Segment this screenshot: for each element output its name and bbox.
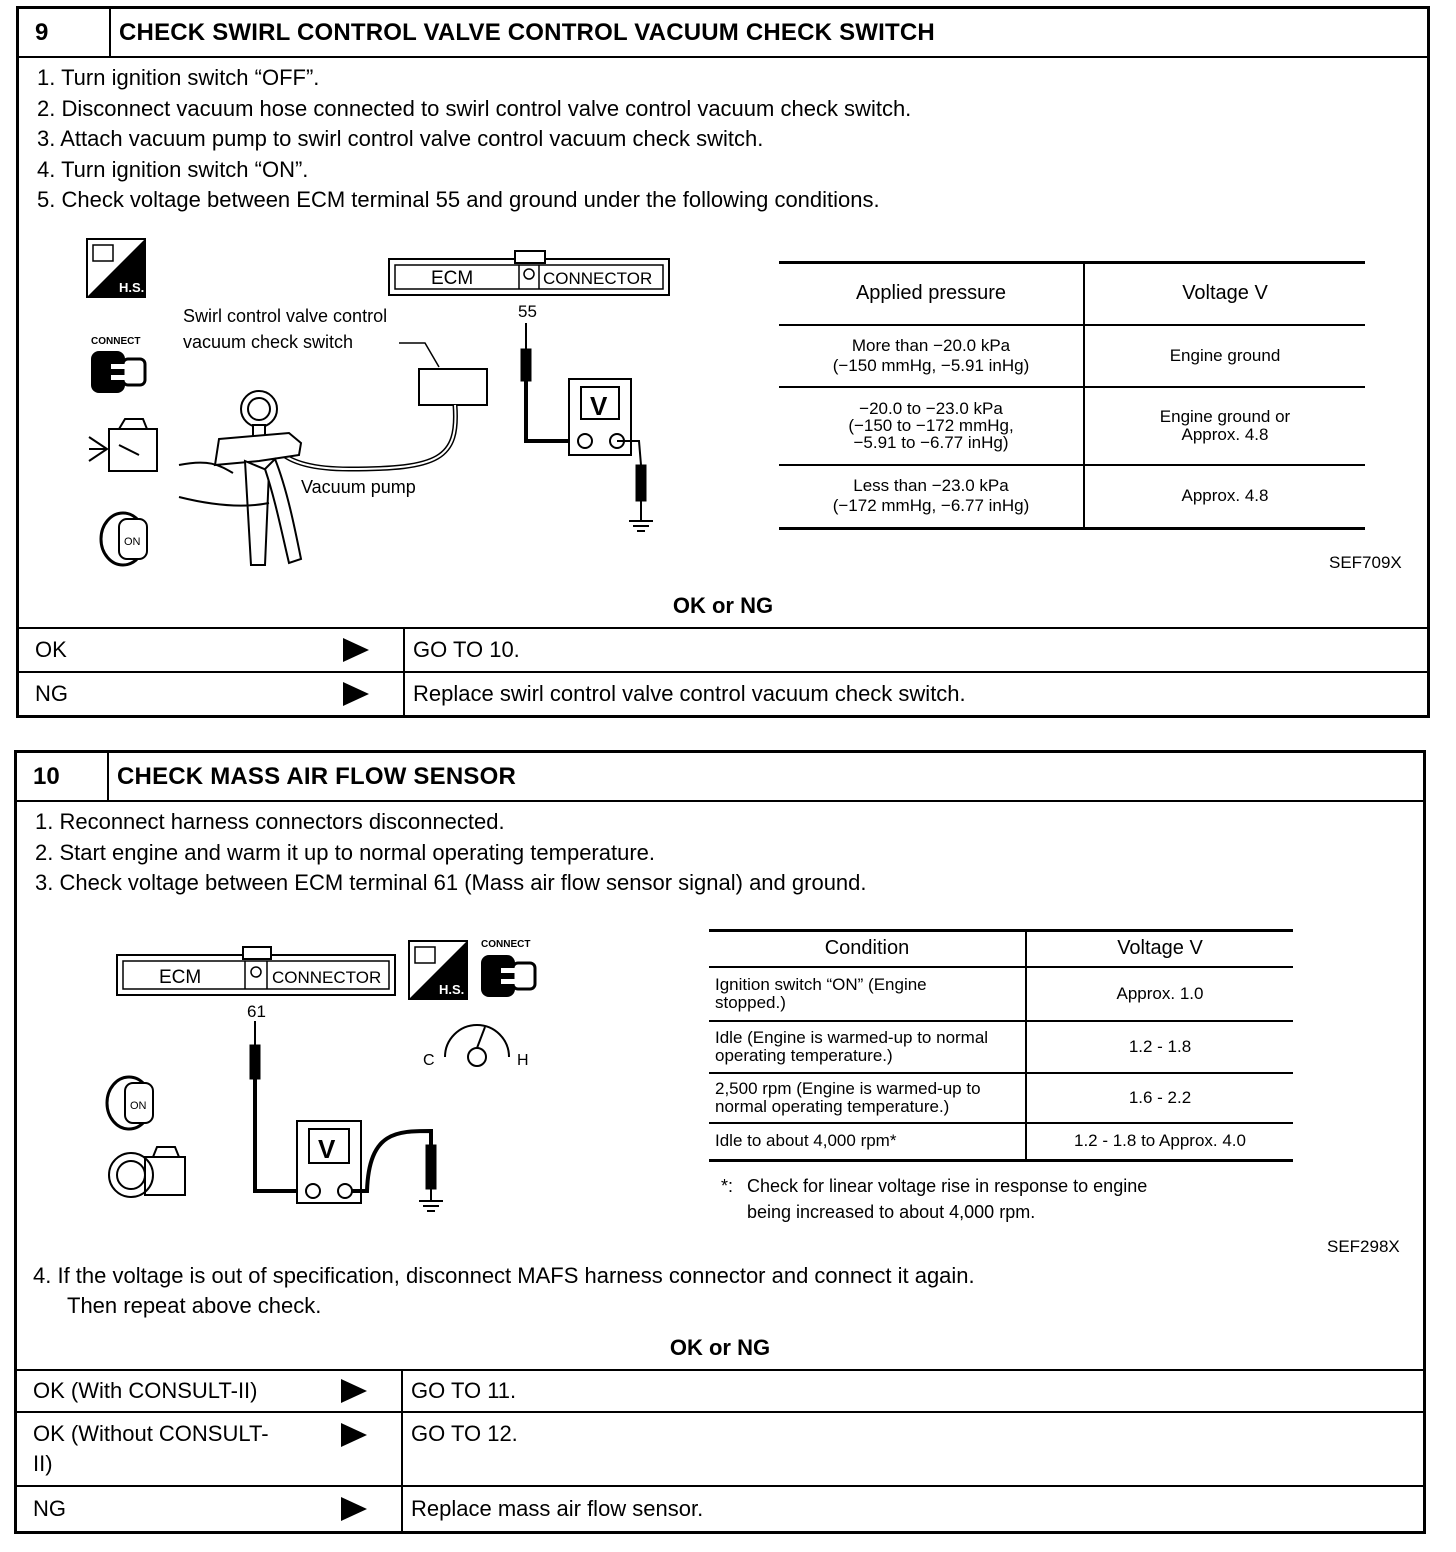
section-title: CHECK MASS AIR FLOW SENSOR (117, 762, 516, 790)
column-header: Voltage V (1117, 937, 1203, 960)
connect-label: CONNECT (481, 939, 531, 950)
pump-label: Vacuum pump (301, 477, 416, 497)
footnote-mark: *: (721, 1176, 734, 1196)
table-row (779, 325, 1365, 387)
condition-cell: Idle (Engine is warmed-up to normal (715, 1027, 989, 1047)
result-condition: OK (Without CONSULT- (33, 1421, 269, 1446)
condition-cell: normal operating temperature.) (715, 1096, 950, 1116)
section-header (17, 753, 1423, 802)
condition-cell: Idle to about 4,000 rpm* (715, 1131, 897, 1151)
on-label: ON (124, 536, 141, 548)
condition-cell: stopped.) (715, 992, 786, 1012)
ok-or-ng-heading: OK or NG (669, 1335, 771, 1360)
arrow-right-icon (341, 1497, 367, 1521)
table-footnote (721, 1173, 1281, 1225)
pressure-cell: (−150 mmHg, −5.91 inHg) (832, 355, 1030, 375)
voltage-cell: Engine ground or (1159, 406, 1291, 426)
ok-or-ng-heading: OK or NG (672, 593, 774, 618)
condition-cell: 2,500 rpm (Engine is warmed-up to (715, 1078, 981, 1098)
arrow-right-icon (343, 638, 369, 662)
arrow-right-icon (341, 1379, 367, 1403)
arrow-right-icon (343, 682, 369, 706)
pressure-cell: (−172 mmHg, −6.77 inHg) (832, 496, 1030, 516)
section-number: 10 (17, 753, 109, 800)
engine-icon (109, 1147, 185, 1197)
step-item: 4. Turn ignition switch “ON”. (37, 156, 309, 182)
hot-soak-icon (87, 239, 145, 297)
step-item: 1. Reconnect harness connectors disconnected. (35, 809, 505, 834)
step-item: 1. Turn ignition switch “OFF”. (37, 65, 320, 90)
step-item: 3. Attach vacuum pump to swirl control valve control vacuum check switch. (37, 126, 764, 151)
section-title: CHECK SWIRL CONTROL VALVE CONTROL VACUUM CHECK SWITCH (119, 18, 935, 46)
pressure-cell: Less than −23.0 kPa (853, 476, 1009, 496)
result-row (19, 627, 1427, 673)
switch-label: vacuum check switch (183, 332, 354, 352)
connect-label: CONNECT (91, 336, 141, 347)
arrow-right-icon (341, 1423, 367, 1447)
condition-cell: operating temperature.) (715, 1045, 893, 1065)
voltmeter (250, 1021, 443, 1211)
condition-cell: Ignition switch “ON” (Engine (715, 974, 927, 994)
section-10 (14, 750, 1426, 1534)
meter-label: V (318, 1134, 336, 1164)
step-item: Then repeat above check. (67, 1293, 322, 1318)
result-row (17, 1411, 1423, 1487)
meter-label: V (590, 391, 608, 421)
step-item: 3. Check voltage between ECM terminal 61 (Mass air flow sensor signal) and ground. (35, 870, 867, 895)
step-item: 2. Start engine and warm it up to normal operating temperature. (35, 839, 656, 865)
result-condition: NG (35, 681, 68, 706)
on-label: ON (130, 1100, 147, 1112)
connect-icon (91, 336, 145, 393)
section-header (19, 9, 1427, 58)
column-header: Applied pressure (779, 263, 1084, 325)
figure-code: SEF298X (1327, 1237, 1400, 1256)
ecm-connector (389, 251, 669, 321)
table-row (709, 1021, 1293, 1073)
pressure-cell: (−150 to −172 mmHg, (848, 416, 1014, 435)
table-row (779, 387, 1365, 465)
column-header: Voltage V (1182, 282, 1268, 305)
voltage-cell: 1.2 - 1.8 (1128, 1036, 1192, 1056)
result-row (17, 1369, 1423, 1413)
footnote-text: Check for linear voltage rise in response to engine (747, 1176, 1148, 1196)
pressure-cell: −20.0 to −23.0 kPa (859, 399, 1003, 418)
ecm-label: ECM (431, 268, 474, 289)
ignition-on-icon (107, 1077, 153, 1129)
ecm-label: ECM (159, 967, 202, 988)
result-row (19, 671, 1427, 717)
hs-label: H.S. (439, 982, 465, 997)
step-item: 5. Check voltage between ECM terminal 55 and ground under the following conditions. (37, 187, 880, 212)
result-condition: NG (33, 1496, 66, 1521)
connector-label: CONNECTOR (543, 269, 653, 288)
connect-icon (481, 939, 535, 997)
section-number: 9 (19, 9, 111, 56)
result-action: GO TO 10. (413, 637, 520, 662)
table-row (709, 1073, 1293, 1123)
steps-list (37, 63, 911, 216)
result-row (17, 1485, 1423, 1533)
gauge-hot-label: H (517, 1052, 529, 1069)
ecm-connector (117, 947, 395, 1021)
voltage-cell: Approx. 1.0 (1116, 983, 1204, 1003)
temperature-gauge-icon (423, 1025, 529, 1069)
footnote-text: being increased to about 4,000 rpm. (747, 1202, 1036, 1222)
step-4 (33, 1261, 975, 1321)
terminal-number: 55 (518, 302, 537, 321)
steps-list (35, 807, 867, 899)
table-row (709, 1123, 1293, 1161)
result-condition: OK (With CONSULT-II) (33, 1378, 258, 1403)
test-diagram (17, 935, 577, 1225)
figure-code: SEF709X (1329, 553, 1402, 572)
voltage-cell: Engine ground (1169, 345, 1281, 365)
table-row (779, 465, 1365, 529)
spec-table (779, 261, 1365, 530)
hot-soak-icon (409, 941, 467, 999)
step-item: 4. If the voltage is out of specification, disconnect MAFS harness connector and connect it again. (33, 1263, 975, 1288)
step-item: 2. Disconnect vacuum hose connected to swirl control valve control vacuum check switch. (37, 95, 912, 121)
connector-label: CONNECTOR (272, 968, 382, 987)
section-9 (16, 6, 1430, 718)
vacuum-check-switch (419, 369, 487, 405)
switch-label: Swirl control valve control (183, 306, 388, 326)
result-action: GO TO 12. (411, 1421, 518, 1446)
voltage-cell: Approx. 4.8 (1181, 486, 1269, 506)
result-condition: OK (35, 637, 67, 662)
voltage-cell: 1.2 - 1.8 to Approx. 4.0 (1073, 1131, 1246, 1151)
pressure-cell: More than −20.0 kPa (851, 335, 1011, 355)
result-action: GO TO 11. (411, 1378, 517, 1403)
column-header: Condition (709, 931, 1026, 967)
ignition-on-icon (101, 513, 147, 565)
result-condition: II) (33, 1451, 53, 1476)
test-diagram (19, 229, 719, 589)
engine-icon (89, 419, 157, 471)
result-action: Replace mass air flow sensor. (411, 1496, 704, 1521)
gauge-cold-label: C (423, 1052, 435, 1069)
voltage-cell: 1.6 - 2.2 (1128, 1087, 1192, 1107)
pressure-cell: −5.91 to −6.77 inHg) (853, 433, 1009, 452)
result-action: Replace swirl control valve control vacuum check switch. (413, 681, 966, 706)
hs-label: H.S. (119, 280, 145, 295)
spec-table (709, 929, 1293, 1162)
voltmeter (521, 323, 653, 531)
terminal-number: 61 (247, 1002, 266, 1021)
vacuum-pump (179, 391, 301, 565)
table-row (709, 967, 1293, 1021)
voltage-cell: Approx. 4.8 (1181, 424, 1269, 444)
